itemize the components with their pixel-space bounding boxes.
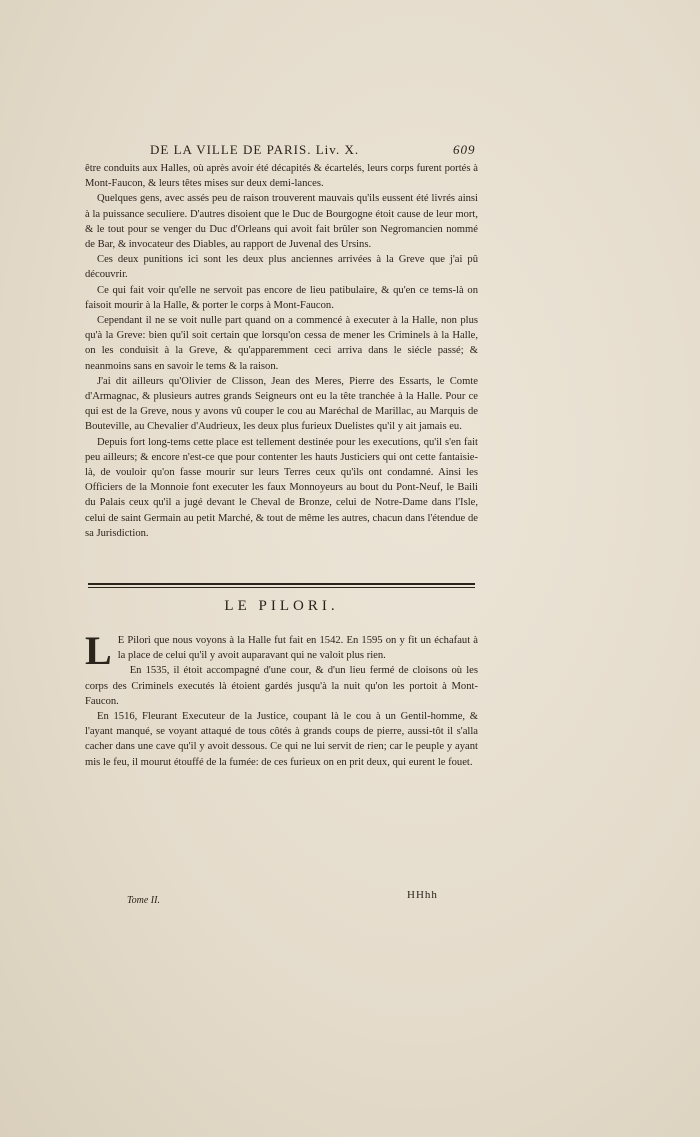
paragraph-text: E Pilori que nous voyons à la Halle fut fait en 1542. En 1595 on y fit un échafaut à la place de celui qu'il y avoit auparavant qui ne valoit plus rien. — [117, 635, 478, 662]
paragraph: En 1535, il étoit accompagné d'une cour, & d'un lieu fermé de cloisons où les corps des Criminels executés là étoient gardés jusqu'à la nuit qu'on les portoit à Mont-Faucon. — [85, 665, 478, 707]
paragraph: Cependant il ne se voit nulle part quand on a commencé à executer à la Halle, non plus qu'à la Greve: bien qu'il soit certain que lorsqu'on cessa de mener les Criminels à la Halle, on les conduisit à la Greve, & qu'apparemment ceci arriva dans le siécle passé; & neanmoins sans en savoir le tems & la raison. — [85, 315, 478, 372]
paragraph — [85, 628, 478, 673]
section-title: LE PILORI. — [224, 598, 339, 614]
section-divider-thin — [88, 587, 475, 588]
section-divider — [88, 583, 475, 585]
body-text — [85, 161, 478, 541]
paragraph: Ces deux punitions ici sont les deux plus anciennes arrivées à la Greve que j'ai pû découvrir. — [85, 254, 478, 281]
page-number: 609 — [453, 142, 476, 157]
volume-label: Tome II. — [127, 895, 160, 906]
paragraph: être conduits aux Halles, où après avoir été décapités & écartelés, leurs corps furent portés à Mont-Faucon, & leurs têtes mises sur deux demi-lances. — [85, 163, 478, 190]
drop-cap: L — [85, 628, 112, 673]
paragraph: Ce qui fait voir qu'elle ne servoit pas encore de lieu patibulaire, & qu'en ce tems-là on faisoit mourir à la Halle, & porter le corps à Mont-Faucon. — [85, 284, 478, 311]
signature-mark: HHhh — [407, 889, 438, 901]
paragraph: Quelques gens, avec assés peu de raison trouverent mauvais qu'ils eussent été livrés ainsi à la puissance seculiere. D'autres disoient que le Duc de Bourgogne étoit cause de leur mort, & le tout pour se venger du Duc d'Orleans qui avoit fait brûler son Negromancien nommé de Bar, & invocateur des Diables, au rapport de Juvenal des Ursins. — [85, 193, 478, 251]
section-text — [85, 628, 478, 770]
paragraph: Depuis fort long-tems cette place est tellement destinée pour les executions, qu'il s'en fait peu ailleurs; & encore n'est-ce que pour contenter les hauts Justiciers qui ont cette fantaisie-là, de vouloir qu'on fasse mourir sur leurs Terres ceux qu'ils ont condamné. Ainsi les Officiers de la Monnoie font executer les faux Monnoyeurs au bout du Pont-Neuf, le Baili du Palais ceux qu'il a jugé devant le Cheval de Bronze, celui de Notre-Dame dans l'Isle, celui de saint Germain au petit Marché, & tout de même les autres, chacun dans l'étendue de sa Jurisdiction. — [85, 436, 478, 539]
paragraph: En 1516, Fleurant Executeur de la Justice, coupant là le cou à un Gentil-homme, & l'ayant manqué, se voyant attaqué de tous côtés à grands coups de pierre, aussi-tôt il s'alla cacher dans une cave qu'il y avoit dessous. Ce qui ne lui servit de rien; car le peuple y ayant mis le feu, il mourut étouffé de la fumée: de ces furieux on en prit deux, qui eurent le fouet. — [85, 711, 478, 768]
running-title: DE LA VILLE DE PARIS. Liv. X. — [150, 142, 360, 157]
paragraph: J'ai dit ailleurs qu'Olivier de Clisson, Jean des Meres, Pierre des Essarts, le Comte d'Armagnac, & plusieurs autres grands Seigneurs ont eu la tête tranchée à la Halle. Pour ce qui est de la Greve, nous y avons vû couper le cou au Maréchal de Marillac, au Marquis de Bouteville, au Chevalier d'Audrieux, les deux plus furieux Duelistes qu'il y ait jamais eu. — [85, 375, 478, 433]
